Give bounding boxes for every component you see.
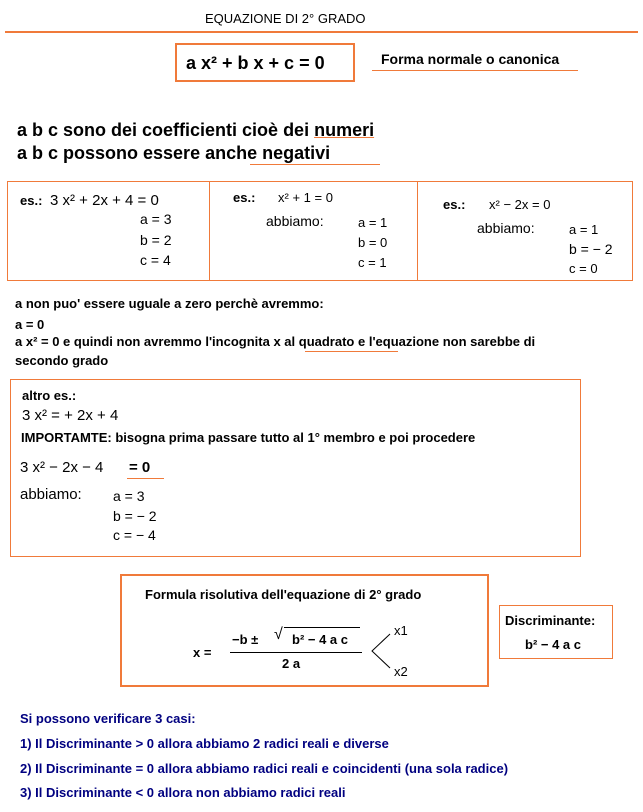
other-example-a: a = 3 xyxy=(113,488,145,504)
canonical-form-box xyxy=(175,43,355,82)
example-2-a: a = 1 xyxy=(358,215,388,230)
formula-numerator-prefix: −b ± xyxy=(232,632,259,647)
cases-heading: Si possono verificare 3 casi: xyxy=(20,711,196,726)
examples-divider-1 xyxy=(209,181,210,281)
formula-denominator: 2 a xyxy=(282,656,301,671)
examples-divider-2 xyxy=(417,181,418,281)
discriminant-expression: b² − 4 a c xyxy=(525,637,581,652)
note-underline xyxy=(305,351,398,352)
example-3-b: b = − 2 xyxy=(569,241,613,257)
example-2-c: c = 1 xyxy=(358,255,387,270)
case-1: 1) Il Discriminante > 0 allora abbiamo 2 radici reali e diverse xyxy=(20,736,389,751)
case-2: 2) Il Discriminante = 0 allora abbiamo radici reali e coincidenti (una sola radice) xyxy=(20,761,509,776)
note-line-3-underlined: x al quadrato xyxy=(273,334,355,349)
other-example-c: c = − 4 xyxy=(113,527,156,543)
branch-icon xyxy=(370,630,392,672)
formula-fraction-bar xyxy=(230,652,362,653)
canonical-label: Forma normale o canonica xyxy=(381,51,560,67)
other-example-underline xyxy=(127,478,164,479)
intro-underline xyxy=(250,164,380,165)
example-3-abbiamo: abbiamo: xyxy=(477,220,535,236)
page-title: EQUAZIONE DI 2° GRADO xyxy=(205,11,366,26)
case-3: 3) Il Discriminante < 0 allora non abbiamo radici reali xyxy=(20,785,346,800)
formula-root-1: x1 xyxy=(394,623,408,638)
formula-root-2: x2 xyxy=(394,664,408,679)
example-3-c: c = 0 xyxy=(569,261,598,276)
example-1-label: es.: xyxy=(20,193,43,208)
other-example-moved-rhs: = 0 xyxy=(129,459,151,476)
other-example-heading: altro es.: xyxy=(22,388,77,403)
discriminant-title: Discriminante: xyxy=(505,613,596,628)
intro-line-1 xyxy=(17,120,374,141)
example-1-equation: 3 x² + 2x + 4 = 0 xyxy=(50,192,159,209)
intro-numbers-word: numeri xyxy=(314,120,375,140)
example-1-b: b = 2 xyxy=(140,232,172,248)
note-line-3-prefix: a x² = 0 e quindi non avremmo l'incognita xyxy=(15,334,274,349)
example-2-b: b = 0 xyxy=(358,235,388,250)
formula-radicand: b² − 4 a c xyxy=(292,632,348,647)
intro-line-2: a b c possono essere anche negativi xyxy=(17,143,331,163)
formula-title: Formula risolutiva dell'equazione di 2° grado xyxy=(145,587,422,602)
example-3-label: es.: xyxy=(443,197,466,212)
other-example-abbiamo: abbiamo: xyxy=(20,486,82,503)
note-line-4: secondo grado xyxy=(15,353,109,368)
example-1-a: a = 3 xyxy=(140,211,172,227)
other-example-b: b = − 2 xyxy=(113,508,157,524)
formula-x-label: x = xyxy=(193,645,212,660)
sqrt-icon: √ xyxy=(274,626,283,643)
other-example-equation: 3 x² = + 2x + 4 xyxy=(22,407,119,424)
note-line-1: a non puo' essere uguale a zero perchè avremmo: xyxy=(15,296,324,311)
note-line-3-suffix: e l'equazione non sarebbe di xyxy=(354,334,536,349)
example-3-equation: x² − 2x = 0 xyxy=(489,197,551,212)
canonical-label-underline xyxy=(372,70,578,71)
example-2-equation: x² + 1 = 0 xyxy=(278,190,333,205)
example-1-c: c = 4 xyxy=(140,252,171,268)
example-2-label: es.: xyxy=(233,190,256,205)
canonical-equation: a x² + b x + c = 0 xyxy=(186,53,325,73)
sqrt-bar xyxy=(284,627,360,628)
title-underline xyxy=(5,31,638,33)
note-line-3 xyxy=(15,334,535,349)
intro-line-1-text: a b c sono dei coefficienti cioè dei xyxy=(17,120,315,140)
note-line-2: a = 0 xyxy=(15,317,45,332)
other-example-moved-lhs: 3 x² − 2x − 4 xyxy=(20,459,104,476)
other-example-important: IMPORTAMTE: bisogna prima passare tutto al 1° membro e poi procedere xyxy=(21,430,476,445)
example-3-a: a = 1 xyxy=(569,222,599,237)
example-2-abbiamo: abbiamo: xyxy=(266,213,324,229)
